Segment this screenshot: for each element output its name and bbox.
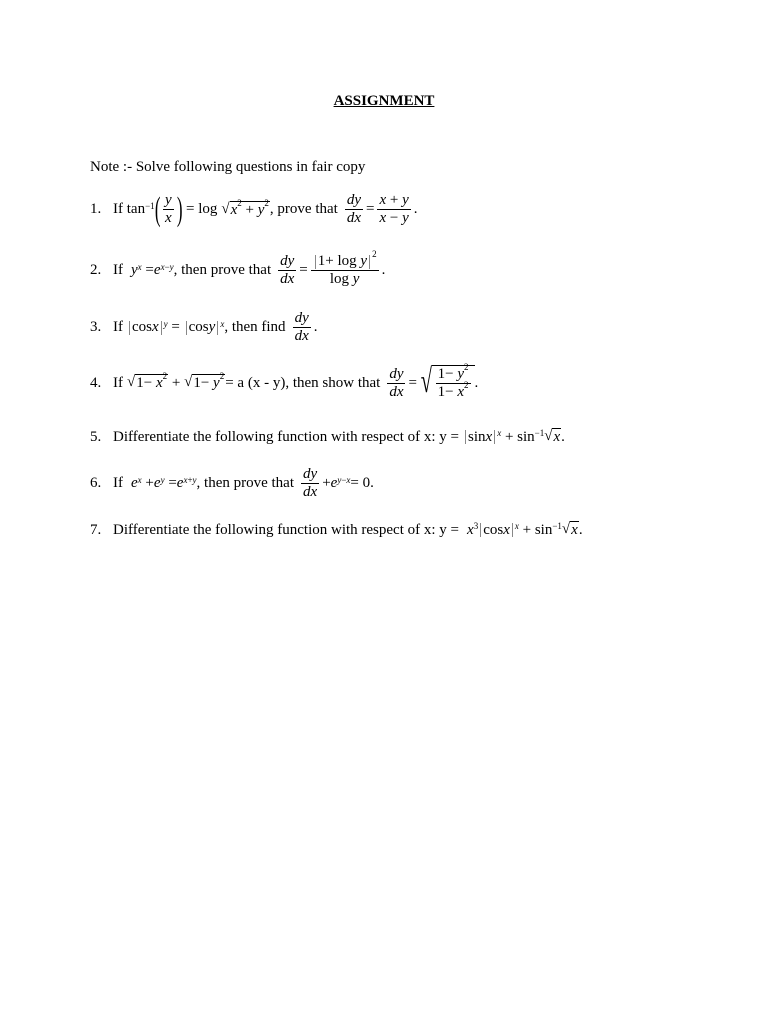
question-4: 4. If √ $1- x^2$ + √ $1- y^2$ = a (x - y), then show that $\frac{dy}{dx}$ = √ $\frac{1- y^2}{1- x^2}$ . (90, 362, 479, 401)
question-5: 5. Differentiate the following function with respect of x: y = sin x $^x$ + sin $^{-1}$ √ x . (90, 428, 565, 445)
question-7: 7. Differentiate the following function with respect of x: y = x $^3$ cos x $^x$ + sin $^{-1}$ √ x . (90, 521, 583, 538)
question-2: 2. If y $^x$ = e $^{x -y}$ , then prove that $\frac{dy}{dx}$ = $\frac{1+ \log y ^2}{\text{log y}}$ . (90, 249, 386, 288)
page-title: ASSIGNMENT (333, 93, 435, 109)
note-text: Note :- Solve following questions in fair copy (90, 159, 366, 175)
question-6: 6. If e $^x$ + e $^y$ = e $^{x +y}$ , then prove that $\frac{dy}{dx}$ + e $^{y -x}$ = 0. (90, 466, 374, 501)
question-3: 3. If cos x $^y$ = cos y $^x$ , then find $\frac{dy}{dx}$ . (90, 310, 318, 345)
question-1: 1. If tan $^{-1}$ ( $\frac{y}{x}$ ) = log √ $x^2 + y^2$ , prove that $\frac{dy}{dx}$ = $\frac{x + y}{x - y}$ . (90, 190, 418, 228)
